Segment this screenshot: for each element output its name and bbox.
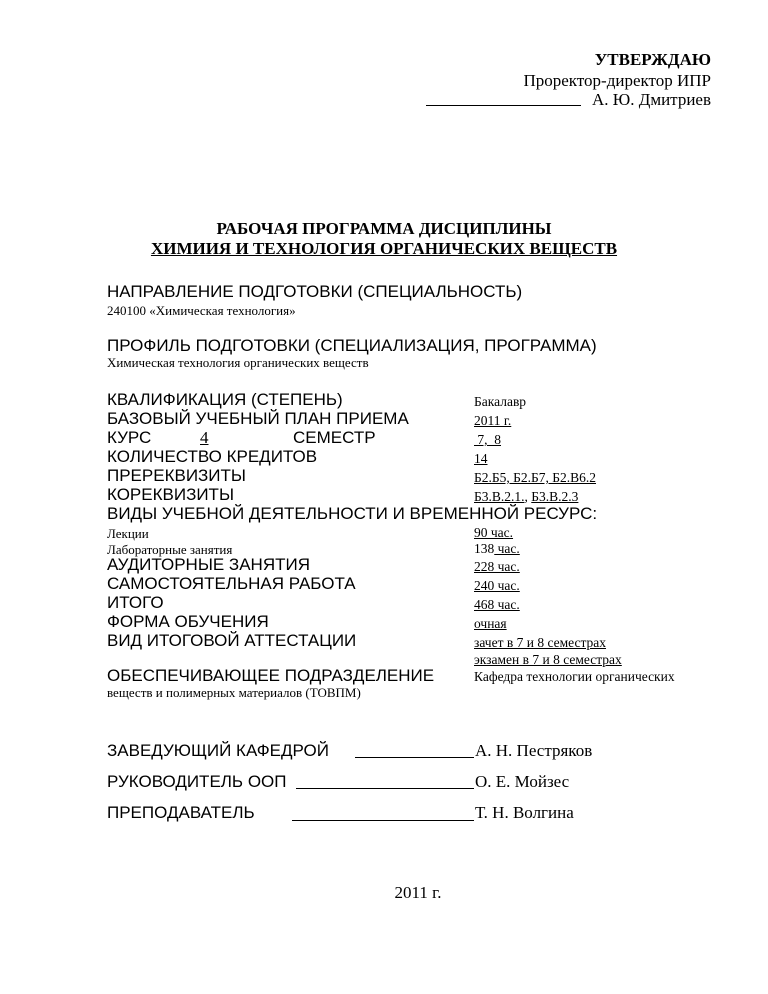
prereq-value: Б2.Б5, Б2.Б7, Б2.В6.2 bbox=[474, 470, 597, 485]
labs-value bbox=[474, 541, 520, 557]
approval-heading: УТВЕРЖДАЮ bbox=[594, 50, 711, 69]
lectures-label: Лекции bbox=[107, 526, 149, 541]
teacher-signature-line bbox=[292, 820, 474, 821]
labs-label: Лабораторные занятия bbox=[107, 542, 233, 557]
self-study-label: САМОСТОЯТЕЛЬНАЯ РАБОТА bbox=[107, 574, 356, 593]
plan-label: БАЗОВЫЙ УЧЕБНЫЙ ПЛАН ПРИЕМА bbox=[107, 409, 409, 428]
oop-signature-line bbox=[296, 788, 474, 789]
attestation-label: ВИД ИТОГОВОЙ АТТЕСТАЦИИ bbox=[107, 631, 357, 650]
coreq-value-2: Б3.В.2.3 bbox=[531, 489, 579, 504]
direction-value: 240100 «Химическая технология» bbox=[107, 303, 296, 318]
qualification-value: Бакалавр bbox=[474, 394, 527, 409]
approval-signature-line bbox=[426, 105, 581, 106]
semester-value: 7, 8 bbox=[474, 432, 501, 447]
program-title: РАБОЧАЯ ПРОГРАММА ДИСЦИПЛИНЫ bbox=[216, 219, 552, 238]
lectures-value: 90 час. bbox=[474, 525, 514, 540]
coreq-value bbox=[474, 489, 578, 505]
department-value: Кафедра технологии органических bbox=[474, 669, 675, 684]
department-value-continued: веществ и полимерных материалов (ТОВПМ) bbox=[107, 685, 361, 700]
attestation-value-1: зачет в 7 и 8 семестрах bbox=[474, 635, 607, 650]
form-value: очная bbox=[474, 616, 507, 631]
head-signature-line bbox=[355, 757, 474, 758]
course-label: КУРС bbox=[107, 428, 152, 447]
self-study-value: 240 час. bbox=[474, 578, 520, 593]
approval-signer: А. Ю. Дмитриев bbox=[591, 90, 711, 109]
department-label: ОБЕСПЕЧИВАЮЩЕЕ ПОДРАЗДЕЛЕНИЕ bbox=[107, 666, 435, 685]
oop-label: РУКОВОДИТЕЛЬ ООП bbox=[107, 772, 287, 791]
labs-value-unit: час. bbox=[494, 541, 520, 556]
oop-name: О. Е. Мойзес bbox=[475, 772, 570, 791]
credits-value: 14 bbox=[474, 451, 488, 466]
head-name: А. Н. Пестряков bbox=[475, 741, 593, 760]
activities-label: ВИДЫ УЧЕБНОЙ ДЕЯТЕЛЬНОСТИ И ВРЕМЕННОЙ РЕСУРС: bbox=[107, 504, 598, 523]
teacher-name: Т. Н. Волгина bbox=[475, 803, 574, 822]
coreq-label: КОРЕКВИЗИТЫ bbox=[107, 485, 234, 504]
document-year: 2011 г. bbox=[394, 883, 442, 902]
coreq-separator: , bbox=[524, 489, 532, 504]
coreq-value-1: Б3.В.2.1. bbox=[474, 489, 525, 504]
direction-label: НАПРАВЛЕНИЕ ПОДГОТОВКИ (СПЕЦИАЛЬНОСТЬ) bbox=[107, 282, 523, 301]
teacher-label: ПРЕПОДАВАТЕЛЬ bbox=[107, 803, 255, 822]
profile-value: Химическая технология органических веществ bbox=[107, 355, 369, 370]
auditory-value: 228 час. bbox=[474, 559, 520, 574]
attestation-value-2: экзамен в 7 и 8 семестрах bbox=[474, 652, 622, 667]
form-label: ФОРМА ОБУЧЕНИЯ bbox=[107, 612, 269, 631]
auditory-label: АУДИТОРНЫЕ ЗАНЯТИЯ bbox=[107, 555, 310, 574]
discipline-title: ХИМИИЯ И ТЕХНОЛОГИЯ ОРГАНИЧЕСКИХ ВЕЩЕСТВ bbox=[150, 239, 618, 258]
approval-position: Проректор-директор ИПР bbox=[523, 71, 711, 90]
labs-value-number: 138 bbox=[474, 541, 495, 556]
credits-label: КОЛИЧЕСТВО КРЕДИТОВ bbox=[107, 447, 318, 466]
profile-label: ПРОФИЛЬ ПОДГОТОВКИ (СПЕЦИАЛИЗАЦИЯ, ПРОГРАММА) bbox=[107, 336, 597, 355]
qualification-label: КВАЛИФИКАЦИЯ (СТЕПЕНЬ) bbox=[107, 390, 343, 409]
semester-label: СЕМЕСТР bbox=[293, 428, 376, 447]
total-value: 468 час. bbox=[474, 597, 520, 612]
plan-value: 2011 г. bbox=[474, 413, 512, 428]
course-value: 4 bbox=[200, 428, 209, 447]
prereq-label: ПРЕРЕКВИЗИТЫ bbox=[107, 466, 246, 485]
total-label: ИТОГО bbox=[107, 593, 164, 612]
head-label: ЗАВЕДУЮЩИЙ КАФЕДРОЙ bbox=[107, 741, 329, 760]
